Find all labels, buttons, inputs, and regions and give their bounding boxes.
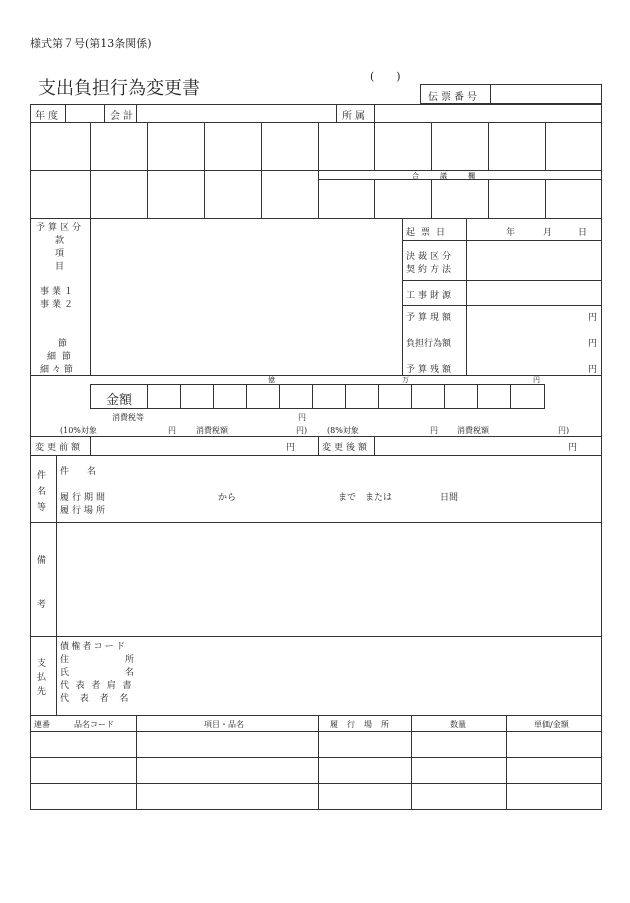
nendo-field[interactable] xyxy=(67,106,103,120)
kou-label: 項 xyxy=(55,249,65,259)
col-header-place: 履行場所 xyxy=(330,720,398,729)
yen-unit: 円 xyxy=(588,313,598,323)
gougi-label: 合 議 欄 xyxy=(412,172,475,180)
tax10-yen: 円 xyxy=(168,426,176,435)
kihyoubi-label: 起票日 xyxy=(406,228,452,238)
subject-side-2: 名 xyxy=(37,487,47,497)
kaikei-label: 会計 xyxy=(110,111,136,122)
yen-unit: 円 xyxy=(588,365,598,375)
slip-number-field[interactable] xyxy=(492,86,600,102)
saisetsu-label: 細節 xyxy=(47,352,78,362)
tax-label: 消費税等 xyxy=(112,413,144,422)
kan-label: 款 xyxy=(55,236,65,246)
yen-unit: 円 xyxy=(588,339,598,349)
name-label: 氏名 xyxy=(60,668,191,678)
remarks-field[interactable] xyxy=(58,525,598,633)
yosan-gen-label: 予算現額 xyxy=(406,313,455,323)
remarks-side-1: 備 xyxy=(37,556,47,566)
period-until: まで または xyxy=(338,493,393,503)
date-year: 年 xyxy=(506,228,516,238)
kenmei-label: 件 名 xyxy=(60,467,97,477)
col-header-price: 単価/金額 xyxy=(534,720,569,729)
col-header-code: 品名コード xyxy=(74,720,114,729)
creditor-code-label: 債権者コード xyxy=(60,642,128,652)
moku-label: 目 xyxy=(55,262,65,272)
title-paren: ( ) xyxy=(370,70,401,83)
date-day: 日 xyxy=(578,228,588,238)
change-before-field[interactable] xyxy=(92,438,282,453)
payee-side-3: 先 xyxy=(37,687,47,697)
tax8-close: 円) xyxy=(558,426,570,435)
shozoku-label: 所属 xyxy=(342,111,368,122)
col-header-qty: 数量 xyxy=(450,720,466,729)
kaikei-field[interactable] xyxy=(138,106,334,120)
budget-category-label: 予算区分 xyxy=(36,223,85,233)
table-row[interactable] xyxy=(31,732,601,757)
tax10-label: (10%対象 xyxy=(60,426,97,435)
period-from: から xyxy=(218,493,237,503)
nendo-label: 年度 xyxy=(35,111,61,122)
budget-field[interactable] xyxy=(92,220,400,373)
period-label: 履行期間 xyxy=(60,493,109,503)
after-yen: 円 xyxy=(568,443,578,453)
address-label: 住所 xyxy=(60,655,191,665)
jigyo1-label: 事業１ xyxy=(40,287,77,297)
yen-unit: 円 xyxy=(533,376,540,384)
tax10-close: 円) xyxy=(296,426,308,435)
tax8-label: (8%対象 xyxy=(327,426,359,435)
col-header-no: 連番 xyxy=(34,720,50,729)
futan-label: 負担行為額 xyxy=(406,339,452,349)
tax8-yen: 円 xyxy=(430,426,438,435)
form-title: 支出負担行為変更書 xyxy=(38,78,200,99)
amount-label: 金額 xyxy=(106,393,133,408)
rep-name-label: 代表者名 xyxy=(60,694,140,704)
setsu-label: 節 xyxy=(58,339,68,349)
period-days: 日間 xyxy=(440,493,459,503)
tax10-tax-label: 消費税額 xyxy=(196,426,228,435)
payee-side-2: 払 xyxy=(37,673,47,683)
yosan-zan-label: 予算残額 xyxy=(406,365,455,375)
form-number: 様式第７号(第13条関係) xyxy=(30,37,152,50)
change-before-label: 変更前額 xyxy=(35,443,84,453)
amount-field[interactable] xyxy=(149,386,543,407)
rep-title-label: 代表者肩書 xyxy=(60,681,139,691)
table-row[interactable] xyxy=(31,784,601,809)
subject-side-1: 件 xyxy=(37,471,47,481)
before-yen: 円 xyxy=(286,443,296,453)
tax8-tax-label: 消費税額 xyxy=(457,426,489,435)
jigyo2-label: 事業２ xyxy=(40,300,77,310)
keiyaku-label: 契約方法 xyxy=(406,265,455,275)
place-label: 履行場所 xyxy=(60,506,109,516)
payee-field[interactable] xyxy=(150,639,598,713)
remarks-side-2: 考 xyxy=(37,600,47,610)
kessai-label: 決裁区分 xyxy=(406,252,455,262)
slip-number-label: 伝票番号 xyxy=(428,92,480,103)
kouji-label: 工事財源 xyxy=(406,291,455,301)
payee-side-1: 支 xyxy=(37,659,47,669)
saisaisetsu-label: 細々節 xyxy=(40,365,77,375)
date-month: 月 xyxy=(543,228,553,238)
kenmei-field[interactable] xyxy=(130,460,600,478)
subject-side-3: 等 xyxy=(37,503,47,513)
tax-yen: 円 xyxy=(298,413,306,422)
man-unit: 万 xyxy=(402,376,409,384)
change-after-label: 変更後額 xyxy=(322,443,371,453)
change-after-field[interactable] xyxy=(376,438,564,453)
col-header-item: 項目・品名 xyxy=(204,720,244,729)
shozoku-field[interactable] xyxy=(376,106,600,120)
oku-unit: 億 xyxy=(268,376,275,384)
table-row[interactable] xyxy=(31,758,601,783)
